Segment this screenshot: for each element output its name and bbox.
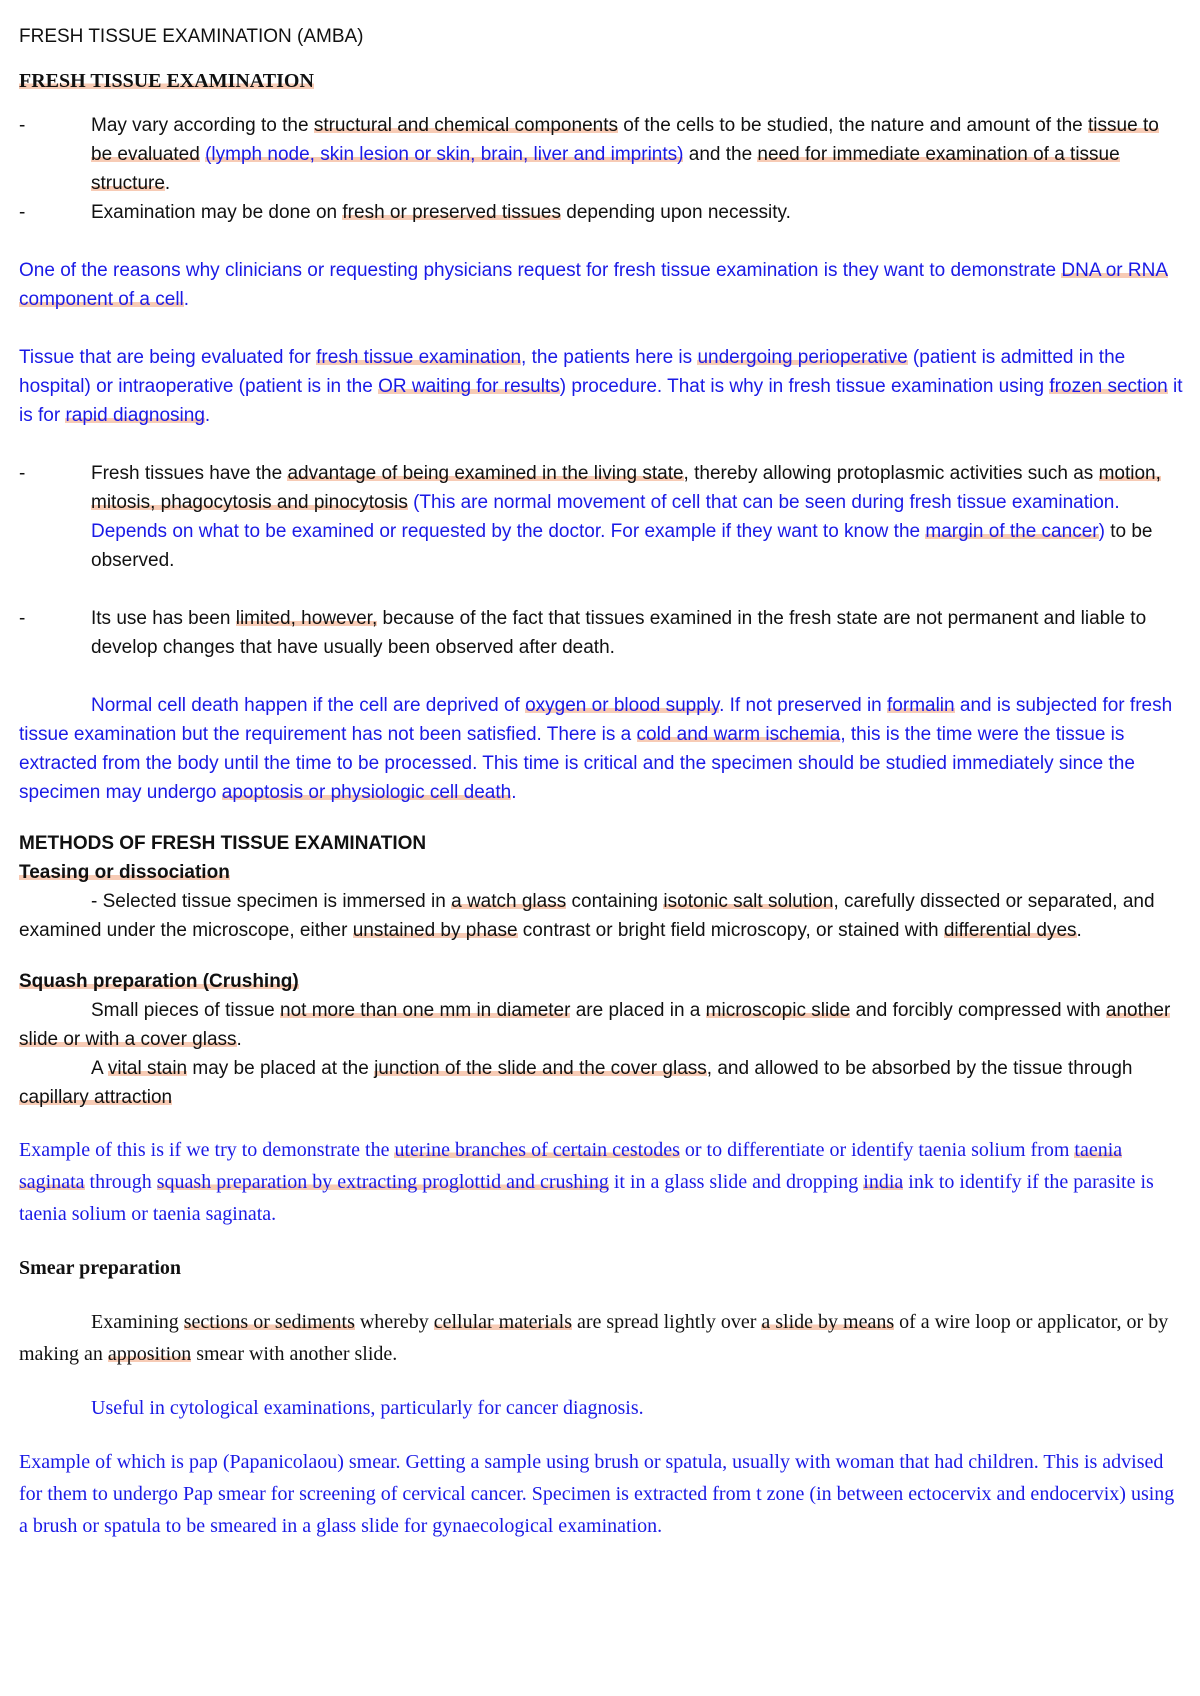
- squash-example-paragraph: [19, 1134, 1184, 1230]
- text-run: whereby: [354, 1311, 434, 1333]
- text-run: may be placed at the: [187, 1058, 375, 1079]
- paragraph-normal-cell-death: [19, 691, 1184, 807]
- text-run: - Selected tissue specimen is immersed in: [91, 891, 452, 912]
- bullet-text: [91, 459, 1184, 575]
- highlighted-text: not more than one mm in diameter: [280, 1000, 571, 1021]
- squash-paragraph-1: [19, 996, 1184, 1054]
- text-run: .: [204, 405, 211, 426]
- section-heading-text: FRESH TISSUE EXAMINATION: [19, 70, 314, 92]
- text-run: .: [183, 289, 190, 310]
- squash-heading: [19, 967, 1184, 996]
- smear-heading: [19, 1252, 1184, 1284]
- text-run: , this is the time were the tissue is extracted from the body until the time to be processed. This time is critical and the specimen should be studied immediately since the specimen may undergo: [19, 724, 1135, 803]
- highlighted-text: taenia saginata: [19, 1139, 1123, 1193]
- text-run: of the cells to be studied, the nature and amount of the: [617, 115, 1089, 136]
- text-run: .: [511, 782, 517, 803]
- squash-paragraph-2: [19, 1054, 1184, 1112]
- text-run: (patient is admitted in the hospital) or intraoperative (patient is in the: [19, 347, 1126, 397]
- teasing-heading-text: Teasing or dissociation: [19, 862, 230, 883]
- text-run: .: [236, 1029, 242, 1050]
- highlighted-text: apoptosis or physiologic cell death: [221, 782, 512, 803]
- highlighted-text: vital stain: [107, 1058, 188, 1079]
- highlighted-text: motion, mitosis, phagocytosis and pinocytosis: [91, 463, 1161, 513]
- bullet-dash: -: [19, 608, 26, 629]
- bullet-dash: -: [19, 202, 26, 223]
- highlighted-text: another slide or with a cover glass: [19, 1000, 1171, 1050]
- highlighted-text: tissue to be evaluated: [91, 115, 1159, 165]
- smear-example-paragraph: Example of which is pap (Papanicolaou) smear. Getting a sample using brush or spatula, usually with woman that had children. This is advised for them to undergo Pap smear for screening of cervical cancer. Specimen is extracted from t zone (in between ectocervix and endocervix) using a brush or spatula to be smeared in a glass slide for gynaecological examination.: [19, 1451, 1175, 1537]
- highlighted-text: uterine branches of certain cestodes: [394, 1139, 680, 1161]
- highlighted-text: a slide by means: [761, 1311, 895, 1333]
- section-heading: [19, 65, 1184, 97]
- smear-useful-note: Useful in cytological examinations, particularly for cancer diagnosis.: [91, 1397, 644, 1419]
- text-run: of a wire loop or applicator, or by making an: [19, 1311, 1169, 1365]
- text-run: Examination may be done on: [91, 202, 343, 223]
- squash-heading-text: Squash preparation (Crushing): [19, 971, 299, 992]
- text-run: , and allowed to be absorbed by the tissue through: [706, 1058, 1133, 1079]
- highlighted-text: frozen section: [1049, 376, 1168, 397]
- text-run: , the patients here is: [521, 347, 698, 368]
- highlighted-text: india: [863, 1171, 904, 1193]
- text-run: containing: [566, 891, 664, 912]
- paragraph-reasons: [19, 256, 1184, 314]
- document-title: FRESH TISSUE EXAMINATION (AMBA): [19, 26, 364, 47]
- smear-heading-text: Smear preparation: [19, 1257, 182, 1279]
- highlighted-text: margin of the cancer: [925, 521, 1099, 542]
- smear-paragraph: [19, 1306, 1184, 1370]
- highlighted-text: squash preparation by extracting proglottid and crushing: [156, 1171, 609, 1193]
- text-run: May vary according to the: [91, 115, 314, 136]
- text-run: Its use has been: [91, 608, 236, 629]
- blue-note: (This are normal movement of cell that can be seen during fresh tissue examination. Depends on what to be examined or requested by the doctor. For example if they want to know the: [91, 492, 1120, 542]
- highlighted-text: capillary attraction: [19, 1087, 173, 1108]
- highlighted-text: isotonic salt solution: [663, 891, 834, 912]
- highlighted-text: cellular materials: [433, 1311, 572, 1333]
- bullet-item-components: [19, 111, 1184, 198]
- highlighted-text: cold and warm ischemia: [636, 724, 841, 745]
- highlighted-text: limited, however,: [235, 608, 378, 629]
- text-run: . If not preserved in: [719, 695, 888, 716]
- highlighted-text: formalin: [887, 695, 955, 716]
- highlighted-text: need for immediate examination of a tissue structure: [91, 144, 1120, 194]
- text-run: or to differentiate or identify taenia solium from: [679, 1139, 1075, 1161]
- highlighted-text: OR waiting for results: [378, 376, 560, 397]
- blue-note: (lymph node, skin lesion or skin, brain, liver and imprints): [205, 144, 684, 165]
- text-run: to be observed.: [91, 521, 1153, 571]
- highlighted-text: fresh or preserved tissues: [342, 202, 561, 223]
- text-run: smear with another slide.: [191, 1343, 398, 1365]
- paragraph-tissue-evaluated: [19, 343, 1184, 430]
- text-run: are spread lightly over: [571, 1311, 762, 1333]
- highlighted-text: rapid diagnosing: [65, 405, 205, 426]
- text-run: ) procedure. That is why in fresh tissue examination using: [559, 376, 1050, 397]
- highlighted-text: apposition: [107, 1343, 192, 1365]
- text-run: A: [91, 1058, 108, 1079]
- bullet-text: [91, 604, 1184, 662]
- text-run: .: [164, 173, 171, 194]
- text-run: ink to identify if the parasite is taenia solium or taenia saginata.: [19, 1171, 1154, 1225]
- highlighted-text: differential dyes: [943, 920, 1077, 941]
- bullet-item-fresh-tissues: [19, 459, 1184, 575]
- bullet-dash: -: [19, 115, 26, 136]
- bullet-item-examination: [19, 198, 1184, 227]
- text-run: and is subjected for fresh tissue examination but the requirement has not been satisfied. There is a: [19, 695, 1173, 745]
- text-run: One of the reasons why clinicians or requesting physicians request for fresh tissue examination is they want to demonstrate: [19, 260, 1062, 281]
- bullet-text: [91, 198, 1184, 227]
- highlighted-text: fresh tissue examination: [316, 347, 522, 368]
- text-run: through: [84, 1171, 157, 1193]
- methods-heading-text: METHODS OF FRESH TISSUE EXAMINATION: [19, 833, 427, 854]
- text-run: it is for: [19, 376, 1183, 426]
- text-run: Tissue that are being evaluated for: [19, 347, 317, 368]
- document-body: [19, 22, 1184, 1542]
- highlighted-text: advantage of being examined in the living state: [287, 463, 684, 484]
- text-run: Examining: [91, 1311, 184, 1333]
- teasing-paragraph: [19, 887, 1184, 945]
- text-run: and the: [683, 144, 758, 165]
- highlighted-text: sections or sediments: [183, 1311, 355, 1333]
- bullet-item-limited-use: [19, 604, 1184, 662]
- bullet-text: [91, 111, 1184, 198]
- text-run: contrast or bright field microscopy, or stained with: [517, 920, 944, 941]
- text-run: Fresh tissues have the: [91, 463, 288, 484]
- blue-note: ): [1098, 521, 1105, 542]
- text-run: , thereby allowing protoplasmic activities such as: [683, 463, 1099, 484]
- text-run: depending upon necessity.: [560, 202, 791, 223]
- text-run: it in a glass slide and dropping: [608, 1171, 864, 1193]
- text-run: .: [1076, 920, 1082, 941]
- highlighted-text: DNA or RNA component of a cell: [19, 260, 1169, 310]
- highlighted-text: microscopic slide: [705, 1000, 851, 1021]
- text-run: Normal cell death happen if the cell are deprived of: [91, 695, 526, 716]
- text-run: are placed in a: [570, 1000, 706, 1021]
- methods-heading: [19, 829, 1184, 858]
- text-run: , carefully dissected or separated, and examined under the microscope, either: [19, 891, 1155, 941]
- text-run: Example of this is if we try to demonstrate the: [19, 1139, 395, 1161]
- bullet-dash: -: [19, 463, 26, 484]
- highlighted-text: structural and chemical components: [313, 115, 618, 136]
- highlighted-text: undergoing perioperative: [697, 347, 908, 368]
- text-run: because of the fact that tissues examined in the fresh state are not permanent and liable to develop changes that have usually been observed after death.: [91, 608, 1147, 658]
- text-run: Small pieces of tissue: [91, 1000, 281, 1021]
- text-run: and forcibly compressed with: [850, 1000, 1106, 1021]
- highlighted-text: oxygen or blood supply: [525, 695, 720, 716]
- highlighted-text: unstained by phase: [352, 920, 518, 941]
- highlighted-text: junction of the slide and the cover glass: [374, 1058, 707, 1079]
- highlighted-text: a watch glass: [451, 891, 567, 912]
- teasing-heading: [19, 858, 1184, 887]
